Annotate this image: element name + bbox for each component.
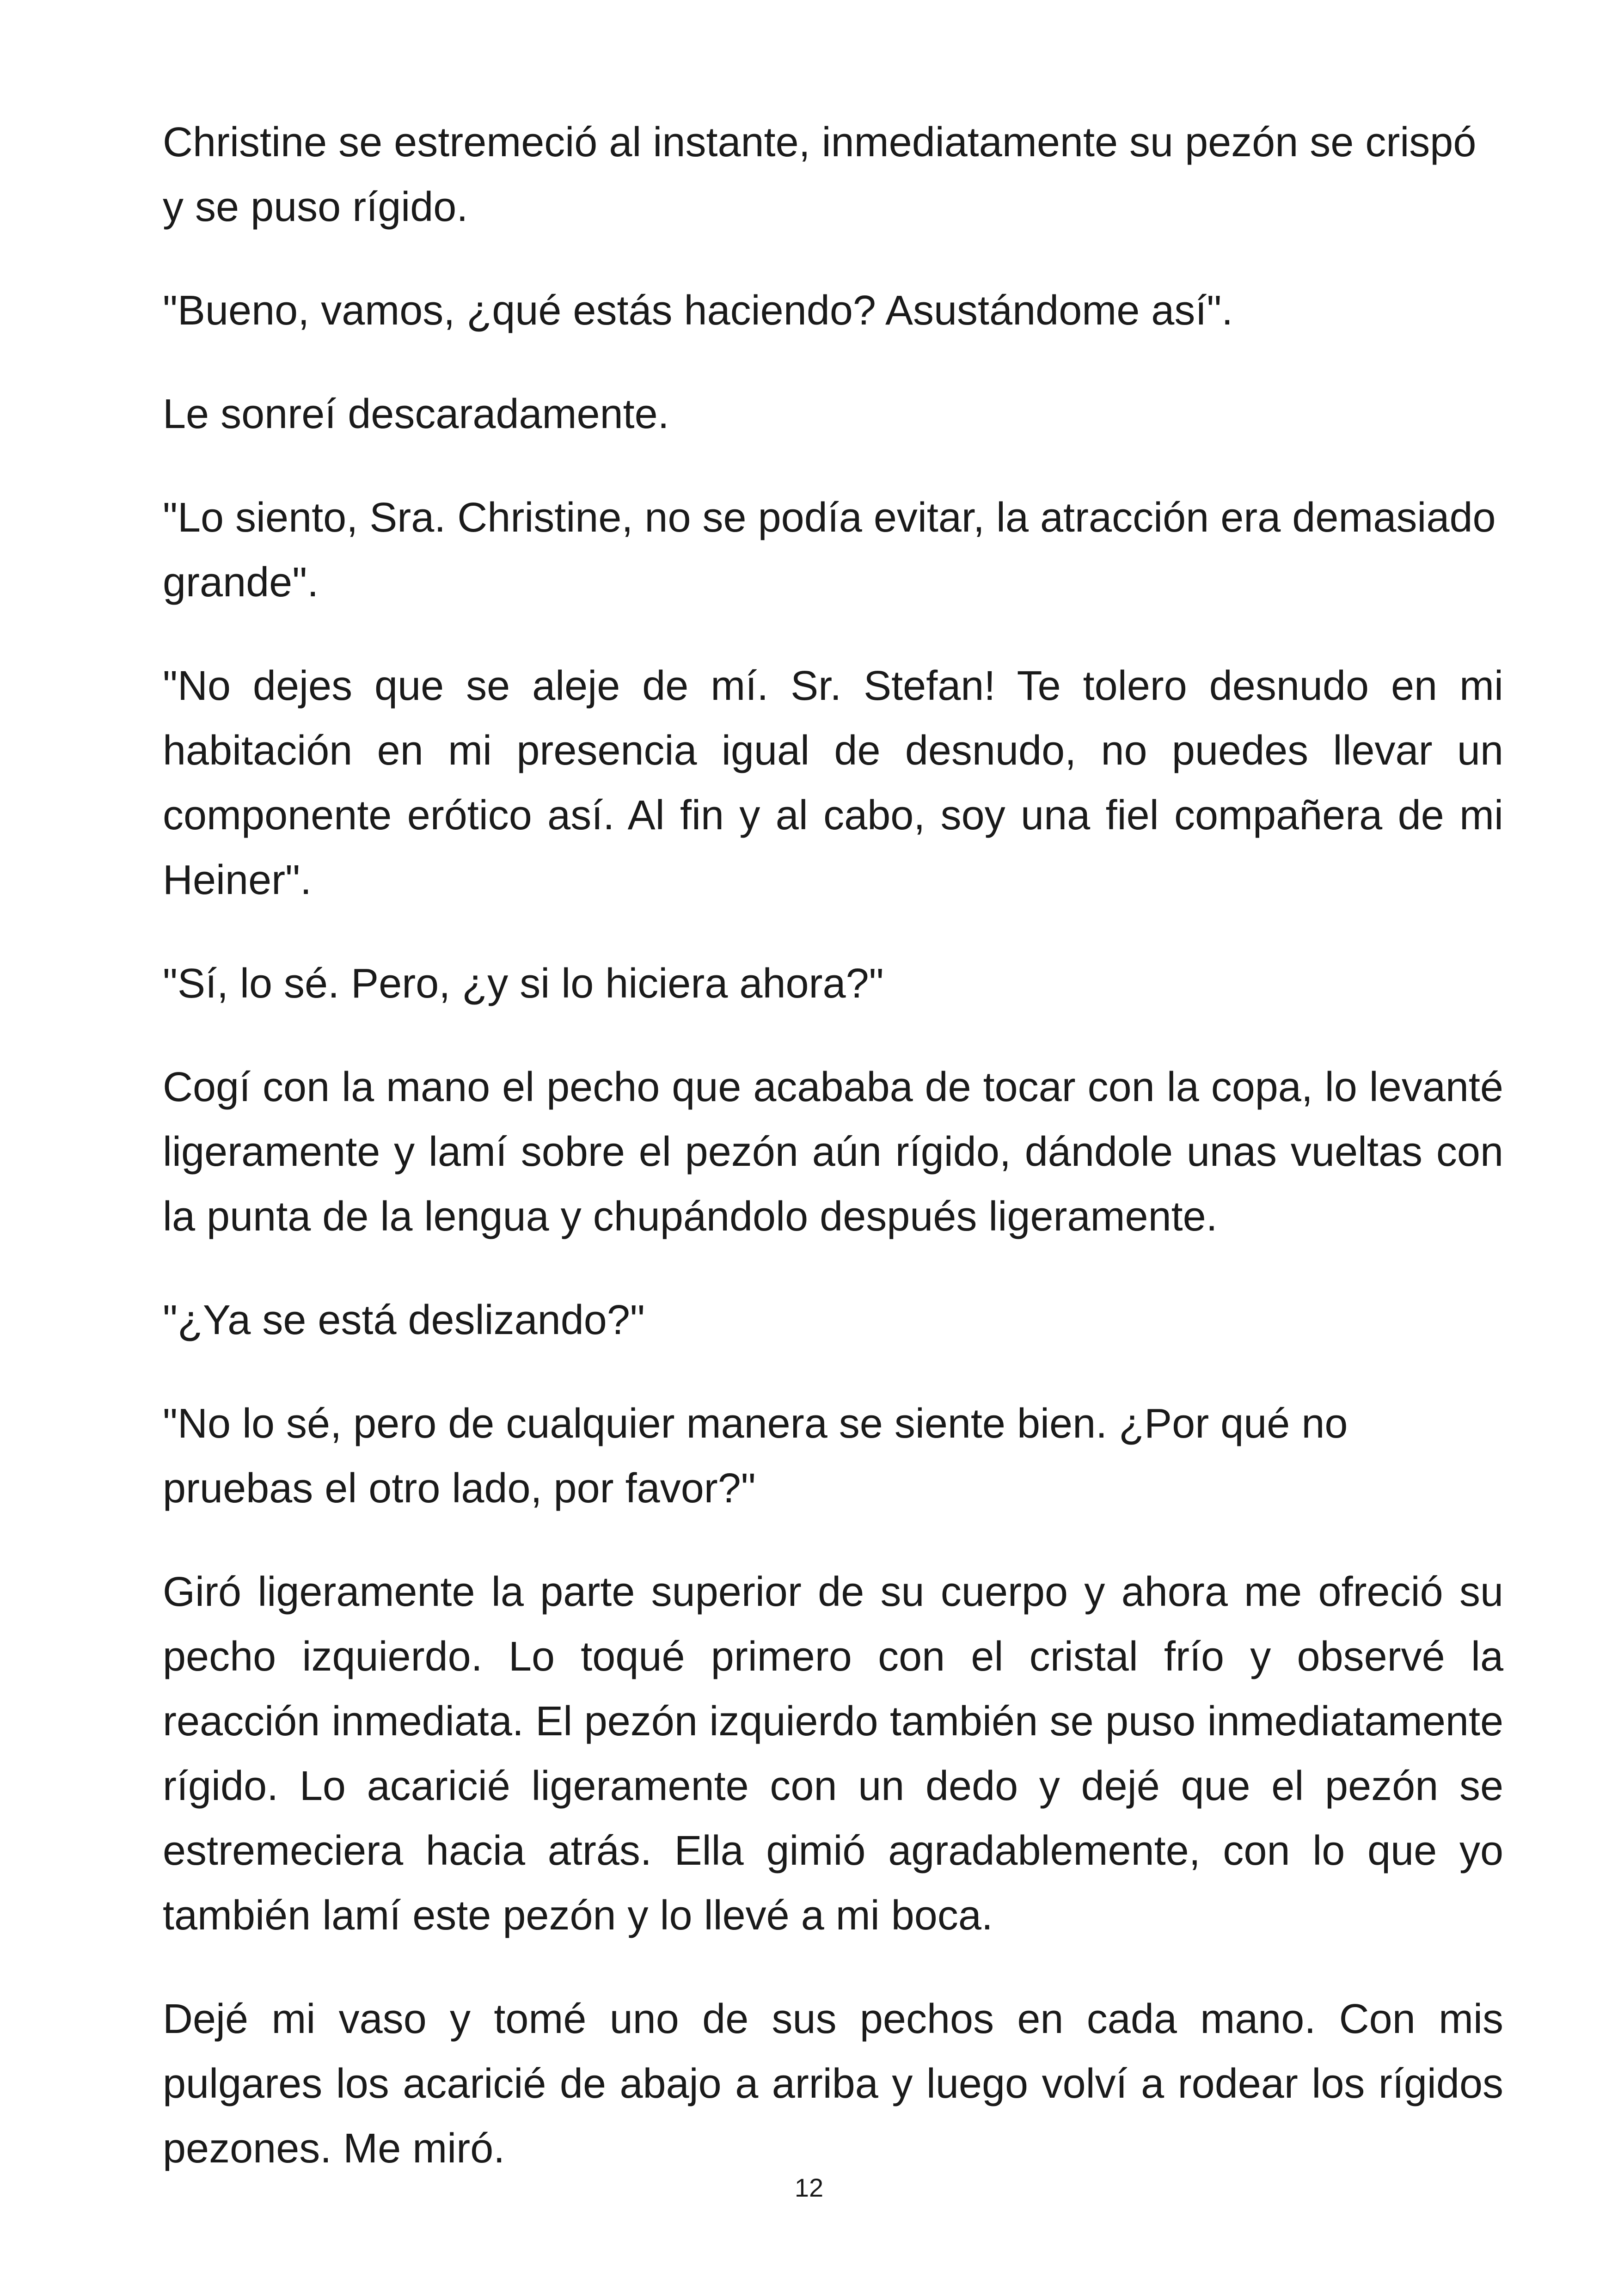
paragraph-11: Dejé mi vaso y tomé uno de sus pechos en cada mano. Con mis pulgares los acaricié de abajo a arriba y luego volví a rodear los rígidos pezones. Me miró. [163, 1996, 1503, 2172]
paragraph-6: "Sí, lo sé. Pero, ¿y si lo hiciera ahora?" [163, 961, 884, 1007]
page-number: 12 [794, 2173, 824, 2202]
paragraph-3: Le sonreí descaradamente. [163, 391, 669, 437]
paragraph-8: "¿Ya se está deslizando?" [163, 1297, 645, 1343]
paragraph-10: Giró ligeramente la parte superior de su cuerpo y ahora me ofreció su pecho izquierdo. Lo toqué primero con el cristal frío y observé la reacción inmediata. El pezón izquierdo también se puso inmediatamente rígido. Lo acaricié ligeramente con un dedo y dejé que el pezón se estremeciera hacia atrás. Ella gimió agradablemente, con lo que yo también lamí este pezón y lo llevé a mi boca. [163, 1569, 1503, 1939]
paragraph-4: "Lo siento, Sra. Christine, no se podía evitar, la atracción era demasiado grande". [163, 495, 1496, 606]
paragraph-1: Christine se estremeció al instante, inmediatamente su pezón se crispó y se puso rígido. [163, 119, 1477, 230]
paragraph-9: "No lo sé, pero de cualquier manera se siente bien. ¿Por qué no pruebas el otro lado, por favor?" [163, 1401, 1348, 1512]
paragraph-2: "Bueno, vamos, ¿qué estás haciendo? Asustándome así". [163, 288, 1233, 334]
page-body [163, 110, 1503, 2220]
paragraph-5: "No dejes que se aleje de mí. Sr. Stefan! Te tolero desnudo en mi habitación en mi presencia igual de desnudo, no puedes llevar un componente erótico así. Al fin y al cabo, soy una fiel compañera de mi Heiner". [163, 663, 1503, 903]
paragraph-7: Cogí con la mano el pecho que acababa de tocar con la copa, lo levanté ligeramente y lamí sobre el pezón aún rígido, dándole unas vueltas con la punta de la lengua y chupándolo después ligeramente. [163, 1064, 1503, 1240]
